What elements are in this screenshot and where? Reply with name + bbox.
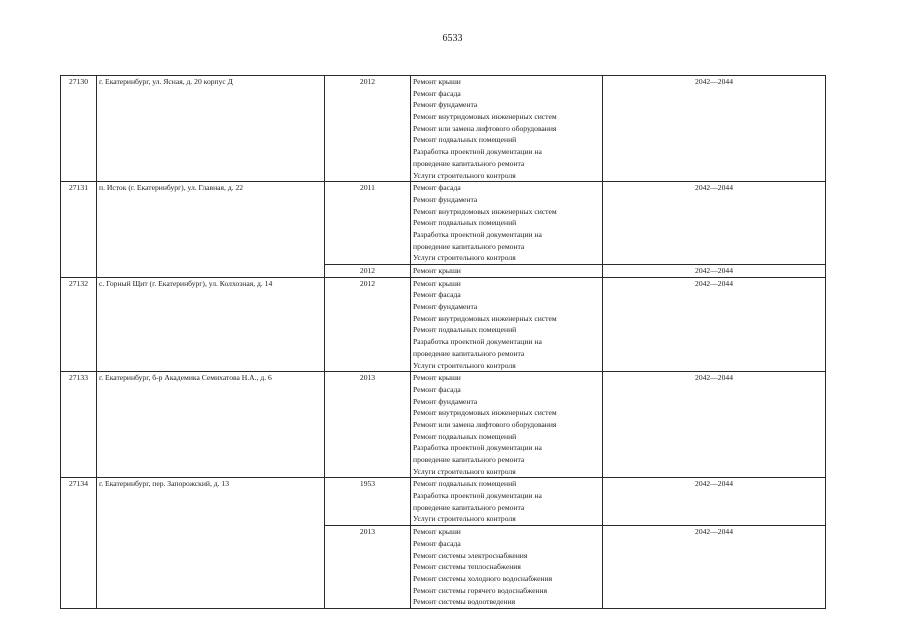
work-item: Услуги строительного контроля xyxy=(413,253,516,263)
work-item: Ремонт системы теплоснабжения xyxy=(413,562,521,572)
work-item: Разработка проектной документации на xyxy=(413,337,542,347)
address-cell: г. Екатеринбург, б-р Академика Семихатова Н.А., д. 6 xyxy=(97,372,325,478)
work-item: Ремонт крыши xyxy=(413,278,461,288)
work-item: Ремонт фундамента xyxy=(413,302,478,312)
registry-table-body xyxy=(61,76,826,609)
work-item: Ремонт внутридомовых инженерных систем xyxy=(413,408,557,418)
period-cell: 2042—2044 xyxy=(603,372,826,478)
works-cell xyxy=(411,526,603,609)
address-cell: п. Исток (г. Екатеринбург), ул. Главная, д. 22 xyxy=(97,182,325,278)
work-item: Разработка проектной документации на xyxy=(413,229,542,239)
work-item: Ремонт внутридомовых инженерных систем xyxy=(413,112,557,122)
work-item: Услуги строительного контроля xyxy=(413,360,516,370)
work-item: Ремонт фундамента xyxy=(413,396,478,406)
work-item: проведение капитального ремонта xyxy=(413,158,525,168)
year-cell: 2012 xyxy=(325,265,411,278)
object-id-cell: 27131 xyxy=(61,182,97,278)
works-cell xyxy=(411,265,603,278)
registry-table xyxy=(60,75,826,609)
work-item: Разработка проектной документации на xyxy=(413,443,542,453)
works-cell xyxy=(411,277,603,372)
work-item: Ремонт системы электроснабжения xyxy=(413,550,528,560)
work-item: Ремонт внутридомовых инженерных систем xyxy=(413,313,557,323)
table-row xyxy=(61,76,826,182)
work-item: Ремонт подвальных помещений xyxy=(413,479,517,489)
page-number: 6533 xyxy=(442,33,463,44)
object-id-cell: 27134 xyxy=(61,478,97,609)
period-cell: 2042—2044 xyxy=(603,277,826,372)
work-item: Ремонт внутридомовых инженерных систем xyxy=(413,206,557,216)
address-cell: г. Екатеринбург, пер. Запорожский, д. 13 xyxy=(97,478,325,609)
work-item: Ремонт системы водоотведения xyxy=(413,597,516,607)
work-item: Услуги строительного контроля xyxy=(413,170,516,180)
work-item: Ремонт фасада xyxy=(413,290,461,300)
work-item: Ремонт или замена лифтового оборудования xyxy=(413,419,557,429)
work-item: Разработка проектной документации на xyxy=(413,147,542,157)
period-cell: 2042—2044 xyxy=(603,478,826,526)
year-cell: 2012 xyxy=(325,277,411,372)
work-item: Ремонт фундамента xyxy=(413,194,478,204)
year-cell: 2013 xyxy=(325,526,411,609)
work-item: Ремонт системы холодного водоснабжения xyxy=(413,573,553,583)
work-item: Услуги строительного контроля xyxy=(413,466,516,476)
work-item: проведение капитального ремонта xyxy=(413,502,525,512)
period-cell: 2042—2044 xyxy=(603,265,826,278)
work-item: Ремонт крыши xyxy=(413,527,461,537)
year-cell: 2013 xyxy=(325,372,411,478)
work-item: Ремонт подвальных помещений xyxy=(413,218,517,228)
year-cell: 1953 xyxy=(325,478,411,526)
work-item: Ремонт подвальных помещений xyxy=(413,431,517,441)
work-item: Ремонт фасада xyxy=(413,384,461,394)
work-item: Разработка проектной документации на xyxy=(413,491,542,501)
work-item: Ремонт подвальных помещений xyxy=(413,135,517,145)
works-cell xyxy=(411,182,603,265)
year-cell: 2012 xyxy=(325,76,411,182)
work-item: Ремонт фасада xyxy=(413,88,461,98)
address-cell: г. Екатеринбург, ул. Ясная, д. 20 корпус Д xyxy=(97,76,325,182)
table-row xyxy=(61,478,826,526)
work-item: Ремонт фундамента xyxy=(413,100,478,110)
object-id-cell: 27133 xyxy=(61,372,97,478)
work-item: проведение капитального ремонта xyxy=(413,348,525,358)
work-item: Ремонт крыши xyxy=(413,77,461,86)
work-item: Ремонт крыши xyxy=(413,373,461,383)
work-item: Ремонт подвальных помещений xyxy=(413,325,517,335)
work-item: проведение капитального ремонта xyxy=(413,455,525,465)
address-cell: с. Горный Щит (г. Екатеринбург), ул. Колхозная, д. 14 xyxy=(97,277,325,372)
works-cell xyxy=(411,372,603,478)
work-item: Ремонт фасада xyxy=(413,183,461,193)
table-row xyxy=(61,182,826,265)
object-id-cell: 27132 xyxy=(61,277,97,372)
work-item: проведение капитального ремонта xyxy=(413,241,525,251)
table-row xyxy=(61,372,826,478)
work-item: Ремонт или замена лифтового оборудования xyxy=(413,123,557,133)
period-cell: 2042—2044 xyxy=(603,76,826,182)
object-id-cell: 27130 xyxy=(61,76,97,182)
work-item: Ремонт фасада xyxy=(413,538,461,548)
period-cell: 2042—2044 xyxy=(603,182,826,265)
works-cell xyxy=(411,478,603,526)
work-item: Услуги строительного контроля xyxy=(413,514,516,524)
work-item: Ремонт системы горячего водоснабжения xyxy=(413,585,548,595)
works-cell xyxy=(411,76,603,182)
work-item: Ремонт крыши xyxy=(413,266,461,275)
year-cell: 2011 xyxy=(325,182,411,265)
period-cell: 2042—2044 xyxy=(603,526,826,609)
table-row xyxy=(61,277,826,372)
